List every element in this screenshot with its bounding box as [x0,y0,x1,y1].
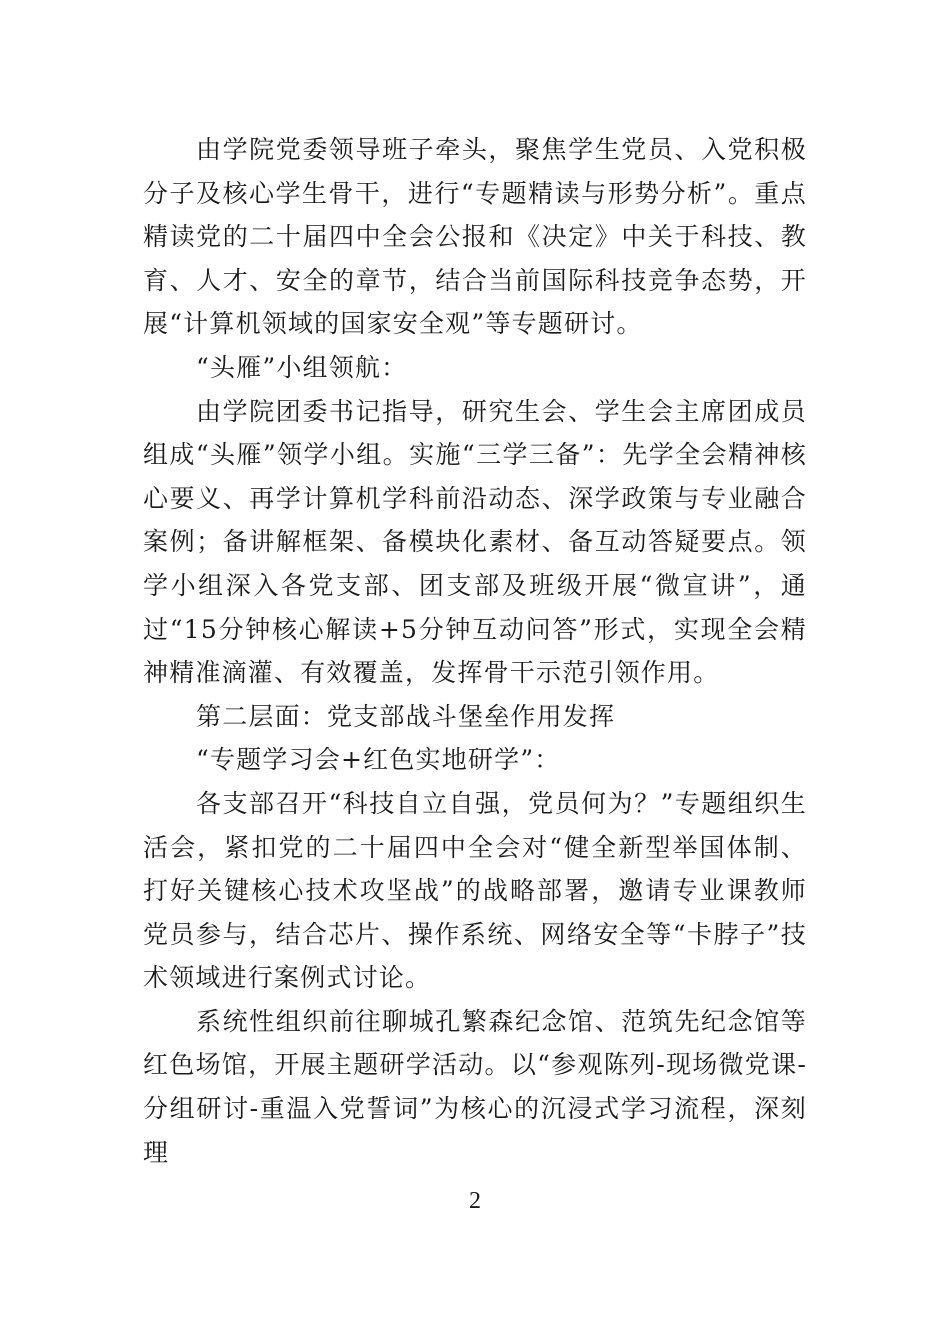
paragraph-toutou-group: 由学院团委书记指导，研究生会、学生会主席团成员组成“头雁”领学小组。实施“三学三备”：先学全会精神核心要义、再学计算机学科前沿动态、深学政策与专业融合案例；备讲解框架、备模块化素材、备互动答疑要点。领学小组深入各党支部、团支部及班级开展“微宣讲”，通过“15分钟核心解读+5分钟互动问答”形式，实现全会精神精准滴灌、有效覆盖，发挥骨干示范引领作用。 [143,396,807,688]
heading-study-session: “专题学习会+红色实地研学”： [196,745,561,775]
heading-second-level: 第二层面：党支部战斗堡垒作用发挥 [196,701,616,731]
document-body [143,128,807,1174]
paragraph-leadership-study: 由学院党委领导班子牵头，聚焦学生党员、入党积极分子及核心学生骨干，进行“专题精读与形势分析”。重点精读党的二十届四中全会公报和《决定》中关于科技、教育、人才、安全的章节，结合当前国际科技竞争态势，开展“计算机领域的国家安全观”等专题研讨。 [143,135,807,339]
page-number: 2 [469,1188,481,1214]
paragraph-red-venue-study: 系统性组织前往聊城孔繁森纪念馆、范筑先纪念馆等红色场馆，开展主题研学活动。以“参观陈列-现场微党课-分组研讨-重温入党誓词”为核心的沉浸式学习流程，深刻理 [143,1006,807,1167]
heading-toutou-group: “头雁”小组领航： [196,352,408,382]
paragraph-branch-meeting: 各支部召开“科技自立自强，党员何为？”专题组织生活会，紧扣党的二十届四中全会对“健全新型举国体制、打好关键核心技术攻坚战”的战略部署，邀请专业课教师党员参与，结合芯片、操作系统、网络安全等“卡脖子”技术领域进行案例式讨论。 [143,788,807,993]
